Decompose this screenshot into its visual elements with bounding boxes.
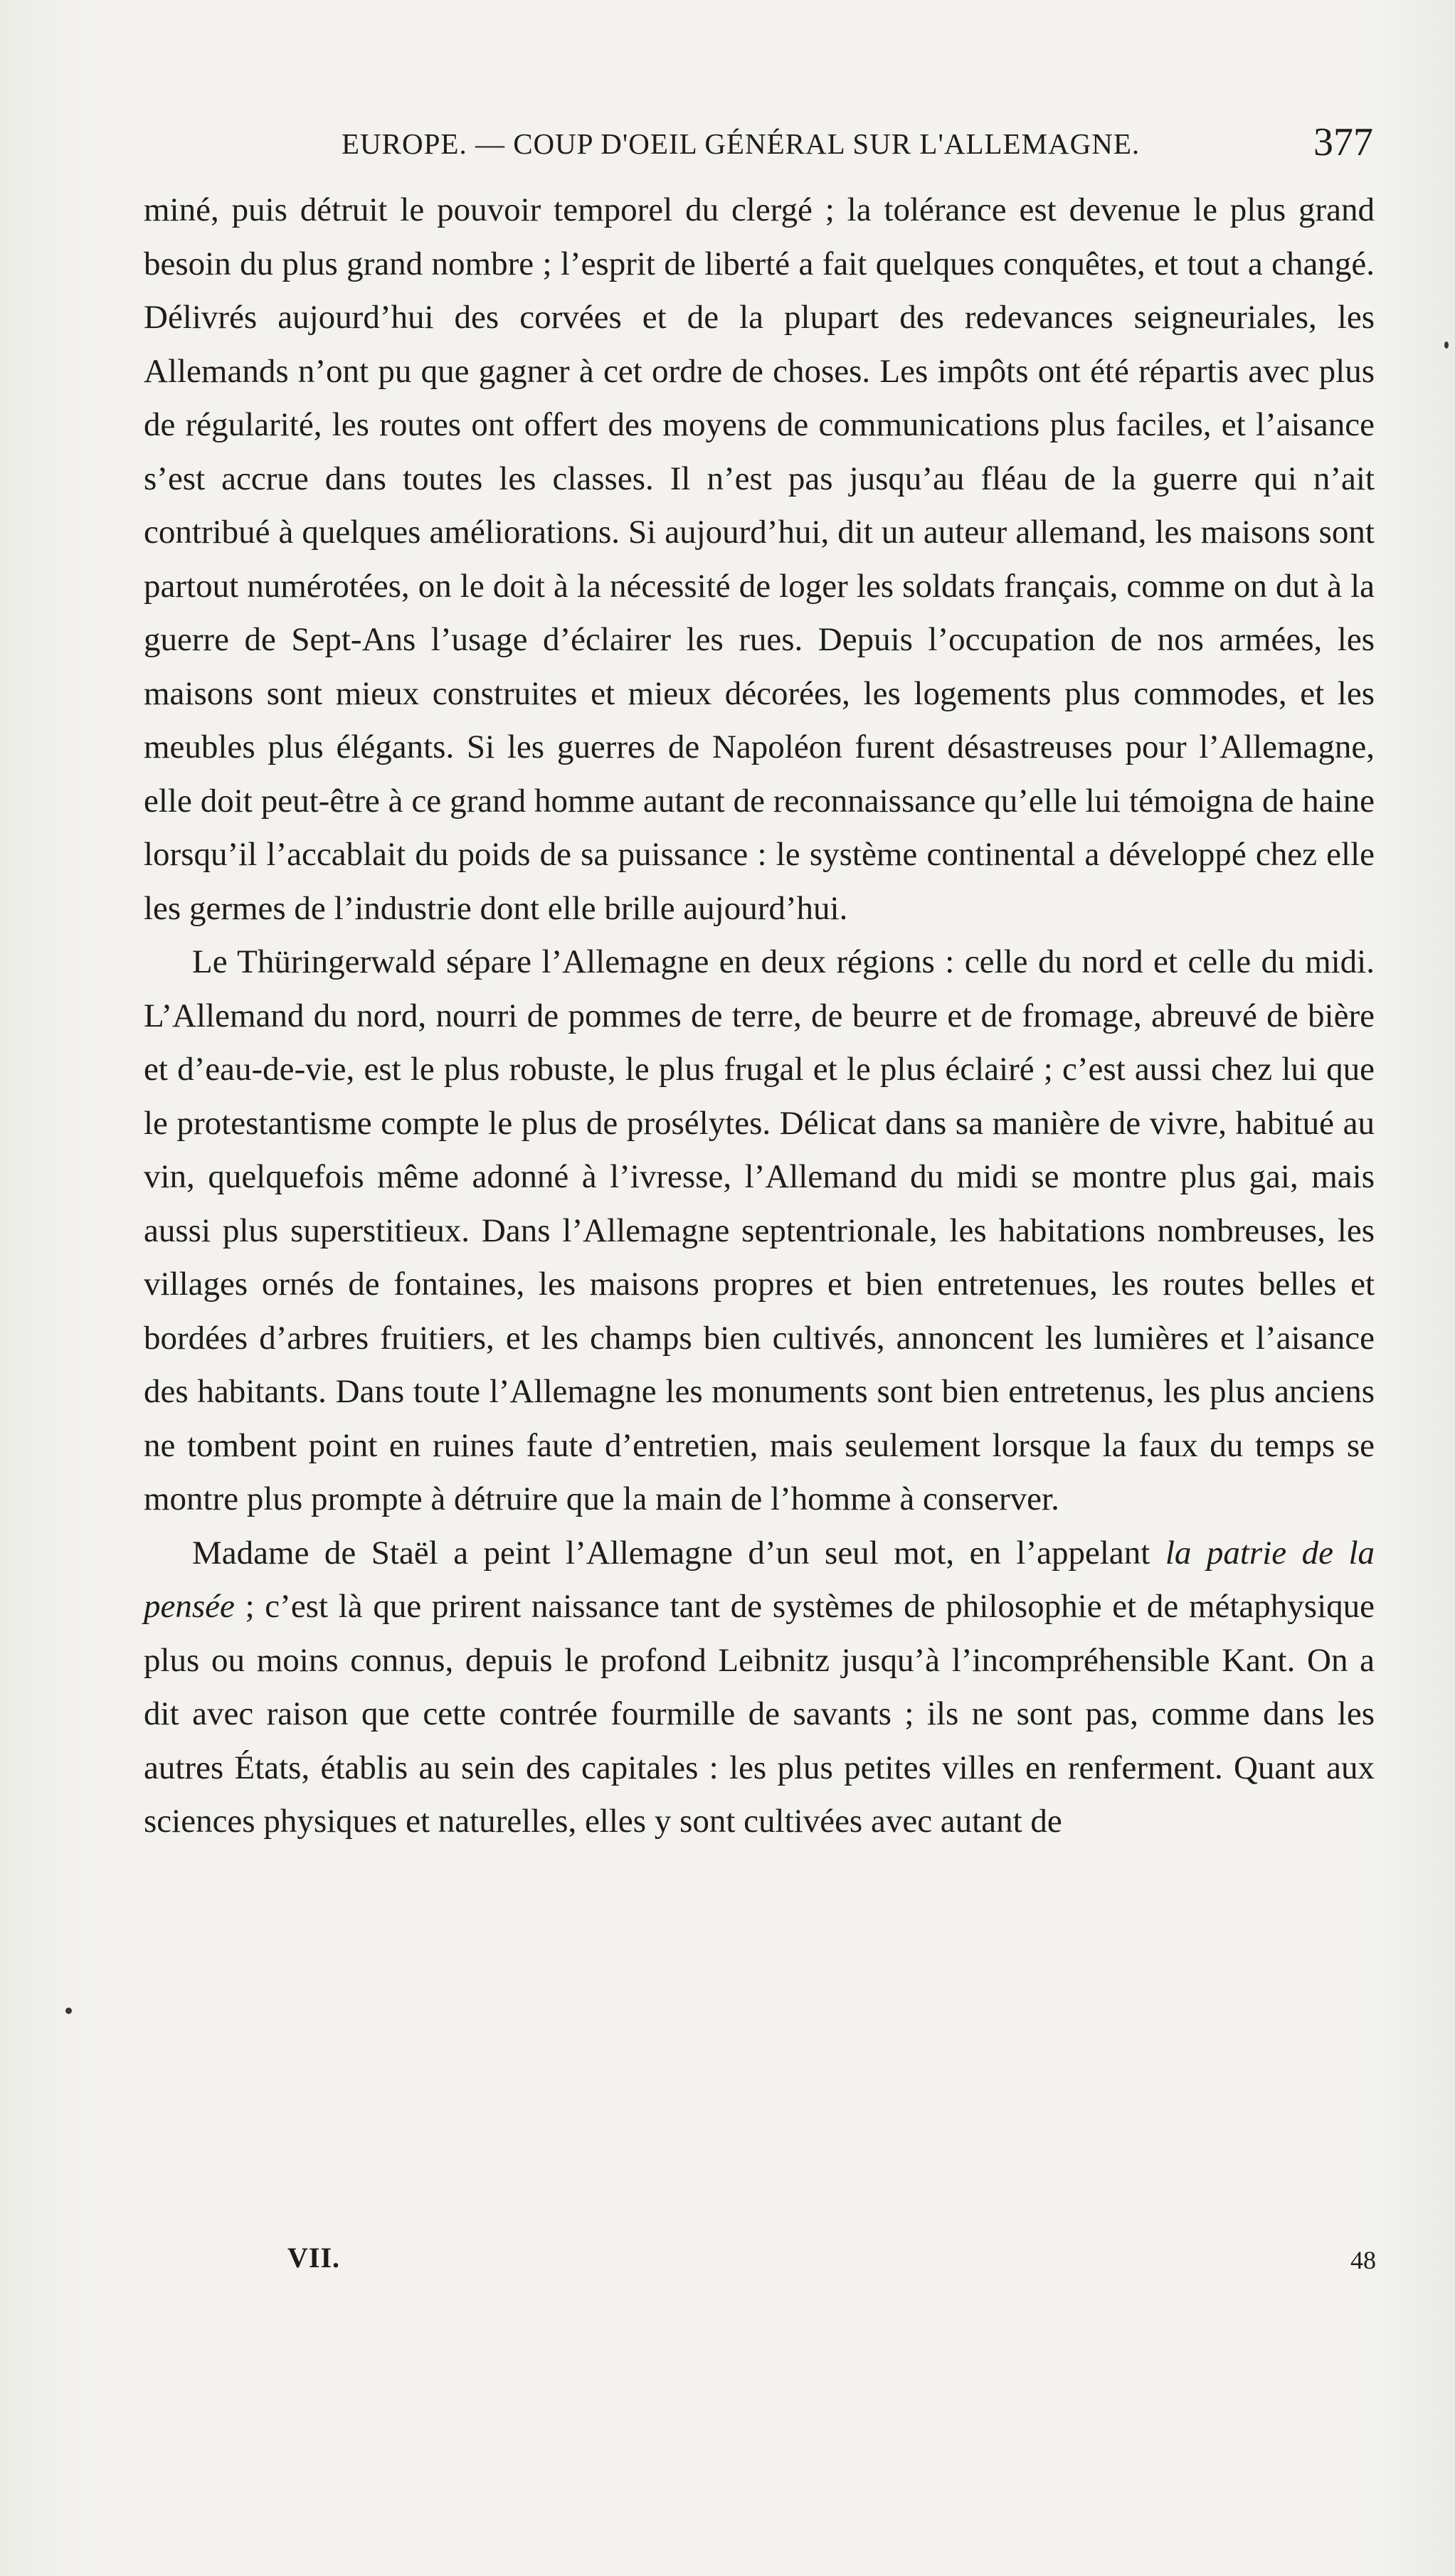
paragraph-3-end: ; c’est là que prirent naissance tant de systèmes de philosophie et de métaphysique plus ou moins connus, depuis le profond Leibnitz jusqu’à l’incompréhensible Kant. On a dit avec raison que cette contrée fourmille de savants ; ils ne sont pas, comme dans les autres États, établis au sein des capitales : les plus petites villes en renferment. Quant aux sciences physiques et naturelles, elles y sont cultivées avec autant de <box>144 1588 1375 1840</box>
ink-speck <box>1444 341 1449 349</box>
italic-phrase: la patrie de la pensée <box>144 1534 1375 1625</box>
paragraph-1: miné, puis détruit le pouvoir temporel du clergé ; la tolérance est devenue le plus grand besoin du plus grand nombre ; l’esprit de liberté a fait quelques conquêtes, et tout a changé. Délivrés aujourd’hui des corvées et de la plupart des redevances seigneuriales, les Allemands n’ont pu que gagner à cet ordre de choses. Les impôts ont été répartis avec plus de régularité, les routes ont offert des moyens de communications plus faciles, et l’aisance s’est accrue dans toutes les classes. Il n’est pas jusqu’au fléau de la guerre qui n’ait contribué à quelques améliorations. Si aujourd’hui, dit un auteur allemand, les maisons sont partout numérotées, on le doit à la nécessité de loger les soldats français, comme on dut à la guerre de Sept-Ans l’usage d’éclairer les rues. Depuis l’occupation de nos armées, les maisons sont mieux construites et mieux décorées, les logements plus commodes, et les meubles plus élégants. Si les guerres de Napoléon furent désastreuses pour l’Allemagne, elle doit peut-être à ce grand homme autant de reconnaissance qu’elle lui témoigna de haine lorsqu’il l’accablait du poids de sa puissance : le système continental a développé chez elle les germes de l’industrie dont elle brille aujourd’hui. <box>144 191 1375 927</box>
paragraph-3 <box>144 1527 1375 1849</box>
running-title: EUROPE. — COUP D'OEIL GÉNÉRAL SUR L'ALLEMAGNE. <box>342 127 1141 160</box>
ink-speck <box>65 2008 72 2014</box>
paragraph-2: Le Thüringerwald sépare l’Allemagne en deux régions : celle du nord et celle du midi. L’Allemand du nord, nourri de pommes de terre, de beurre et de fromage, abreuvé de bière et d’eau-de-vie, est le plus robuste, le plus frugal et le plus éclairé ; c’est aussi chez lui que le protestantisme compte le plus de prosélytes. Délicat dans sa manière de vivre, habitué au vin, quelquefois même adonné à l’ivresse, l’Allemand du midi se montre plus gai, mais aussi plus superstitieux. Dans l’Allemagne septentrionale, les habitations nombreuses, les villages ornés de fontaines, les maisons propres et bien entretenues, les routes belles et bordées d’arbres fruitiers, et les champs bien cultivés, annoncent les lumières et l’aisance des habitants. Dans toute l’Allemagne les monuments sont bien entretenus, les plus anciens ne tombent point en ruines faute d’entretien, mais seulement lorsque la faux du temps se montre plus prompte à détruire que la main de l’homme à conserver. <box>144 943 1375 1517</box>
page-footer <box>287 2241 1376 2284</box>
paragraph-3-start: Madame de Staël a peint l’Allemagne d’un seul mot, en l’appelant <box>192 1534 1165 1571</box>
running-head <box>135 120 1373 169</box>
body-text <box>144 184 1375 1849</box>
page-number: 377 <box>1313 120 1373 164</box>
signature-mark: VII. <box>287 2242 341 2274</box>
sheet-number: 48 <box>1350 2246 1376 2274</box>
